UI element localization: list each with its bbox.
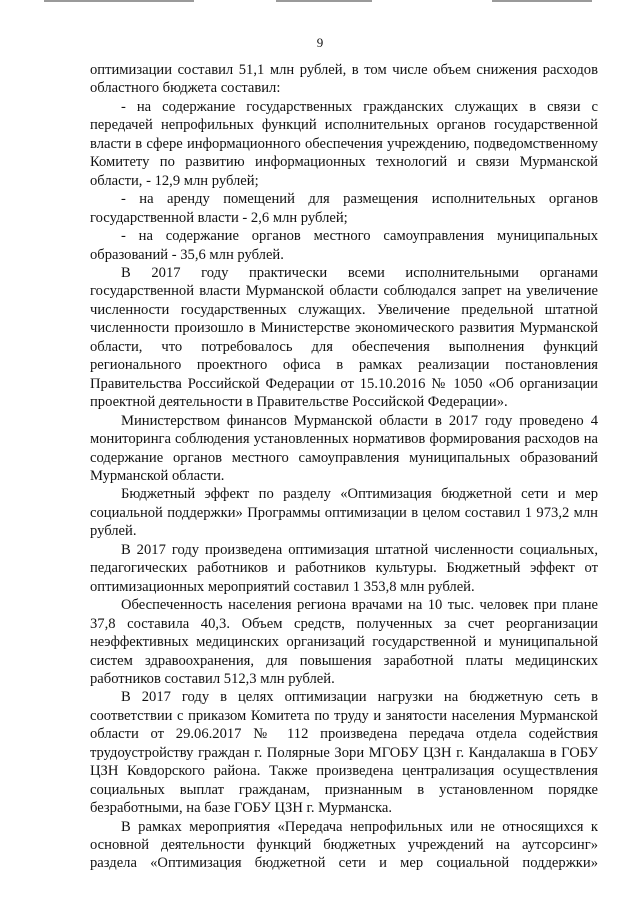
list-item: - на аренду помещений для размещения исполнительных органов государственной власти - 2,6 млн рублей; [90, 191, 598, 226]
paragraph: В 2017 году практически всеми исполнительными органами государственной власти Мурманской области соблюдался запрет на увеличение численности государственных служащих. Увеличение предельной штатной численности произошло в Министерстве экономического развития Мурманской области, что потребовалось для обеспечения выполнения функций регионального проектного офиса в рамках реализации постановления Правительства Российской Федерации от 15.10.2016 № 1050 «Об организации проектной деятельности в Правительстве Российской Федерации». [90, 264, 598, 411]
paragraph: оптимизации составил 51,1 млн рублей, в том числе объем снижения расходов областного бюджета составил: [90, 62, 598, 97]
page-number: 9 [316, 35, 324, 50]
paragraph: Бюджетный эффект по разделу «Оптимизация бюджетной сети и мер социальной поддержки» Программы оптимизации в целом составил 1 973,2 млн рублей. [90, 486, 598, 540]
scan-edge-mark [44, 0, 194, 2]
paragraph: В рамках мероприятия «Передача непрофильных или не относящихся к основной деятельности функций бюджетных учреждений на аутсорсинг» раздела «Оптимизация бюджетной сети и мер социальной поддержки» [90, 818, 598, 872]
paragraph: В 2017 году произведена оптимизация штатной численности социальных, педагогических работников и работников культуры. Бюджетный эффект от оптимизационных мероприятий составил 1 353,8 млн рублей. [90, 541, 598, 595]
list-item: - на содержание органов местного самоуправления муниципальных образований - 35,6 млн рублей. [90, 228, 598, 263]
paragraph: Обеспеченность населения региона врачами на 10 тыс. человек при плане 37,8 составила 40,3. Объем средств, полученных за счет реорганизации неэффективных медицинских организаций государственной и муниципальной систем здравоохранения, для повышения заработной платы медицинских работников составил 512,3 млн рублей. [90, 597, 598, 687]
paragraph: В 2017 году в целях оптимизации нагрузки на бюджетную сеть в соответствии с приказом Комитета по труду и занятости населения Мурманской области от 29.06.2017 № 112 произведена передача отдела содействия трудоустройству граждан г. Полярные Зори МГОБУ ЦЗН г. Кандалакша в ГОБУ ЦЗН Ковдорского района. Также произведена централизация осуществления социальных выплат гражданам, признанным в установленном порядке безработными, на базе ГОБУ ЦЗН г. Мурманска. [90, 689, 598, 817]
scan-edge-mark [276, 0, 372, 2]
document-body [90, 61, 598, 873]
paragraph: Министерством финансов Мурманской области в 2017 году проведено 4 мониторинга соблюдения установленных нормативов формирования расходов на содержание органов местного самоуправления муниципальных образований Мурманской области. [90, 412, 598, 484]
list-item: - на содержание государственных гражданских служащих в связи с передачей непрофильных функций исполнительных органов государственной власти в сфере информационного обеспечения учреждению, подведомственному Комитету по развитию информационных технологий и связи Мурманской области, - 12,9 млн рублей; [90, 98, 598, 189]
scan-edge-mark [492, 0, 592, 2]
